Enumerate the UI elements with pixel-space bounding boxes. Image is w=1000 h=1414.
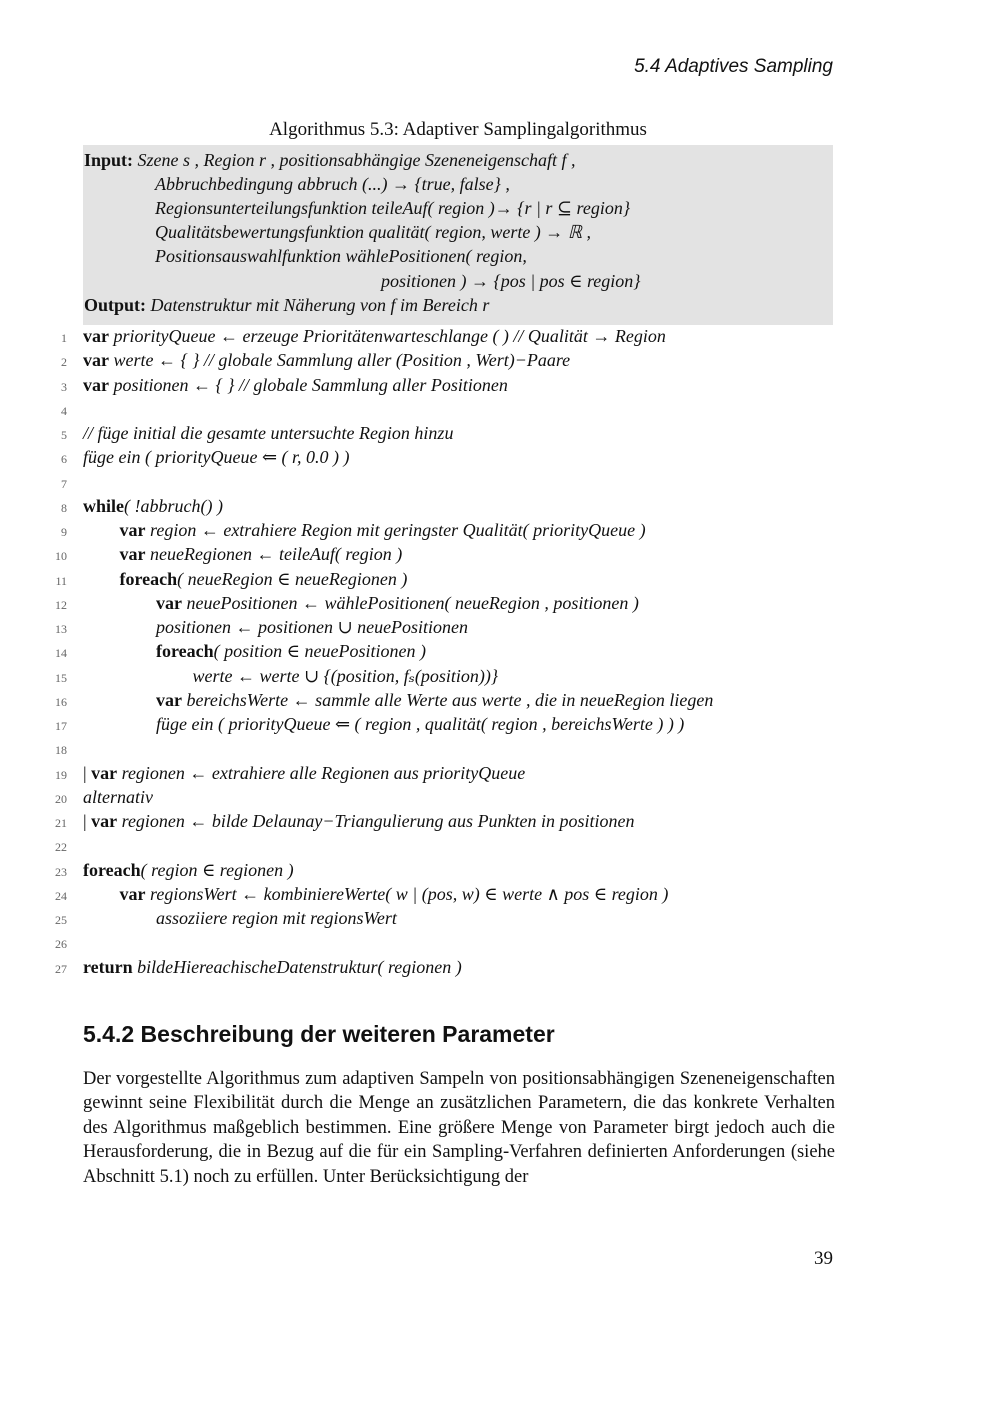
code-line xyxy=(0,641,1000,665)
code-line xyxy=(0,884,1000,908)
keyword: return xyxy=(83,956,133,977)
line-number: 12 xyxy=(55,597,67,612)
line-number: 2 xyxy=(61,355,67,370)
keyword: var xyxy=(119,883,146,904)
code-statement: // füge initial die gesamte untersuchte Region hinzu xyxy=(83,423,454,443)
code-statement: regionsWert ← kombiniereWerte( w | (pos, w) ∈ werte ∧ pos ∈ region ) xyxy=(145,883,669,904)
code-statement: bereichsWerte ← sammle alle Werte aus werte , die in neueRegion liegen xyxy=(182,689,714,710)
code-line xyxy=(0,399,1000,423)
line-number: 5 xyxy=(61,428,67,442)
code-text xyxy=(83,787,153,808)
code-statement: füge ein ( priorityQueue ⇐ ( r, 0.0 ) ) xyxy=(83,447,350,468)
code-text xyxy=(120,520,646,541)
code-line xyxy=(0,569,1000,593)
input-line-0: Input: Szene s , Region r , positionsabhängige Szeneneigenschaft f , xyxy=(84,150,576,170)
keyword: foreach xyxy=(83,859,141,880)
code-text xyxy=(156,593,639,614)
code-line xyxy=(0,835,1000,859)
code-line xyxy=(0,593,1000,617)
code-line xyxy=(0,860,1000,884)
line-number: 16 xyxy=(55,694,67,709)
keyword: foreach xyxy=(156,641,214,662)
input-line-4: Positionsauswahlfunktion wählePositionen( region, xyxy=(155,246,527,266)
code-line xyxy=(0,326,1000,350)
code-line xyxy=(0,690,1000,714)
code-text xyxy=(156,641,426,662)
output-text: Datenstruktur mit Näherung von f im Bereich r xyxy=(150,295,490,315)
code-text xyxy=(156,617,468,638)
code-statement: alternativ xyxy=(83,786,153,807)
running-header: 5.4 Adaptives Sampling xyxy=(634,56,833,77)
code-text xyxy=(83,447,350,468)
keyword: var xyxy=(83,350,109,371)
line-number: 14 xyxy=(55,646,67,661)
line-number: 21 xyxy=(55,816,67,830)
line-number: 7 xyxy=(61,476,67,491)
line-number: 10 xyxy=(55,549,67,564)
line-number: 25 xyxy=(55,913,67,927)
line-number: 15 xyxy=(55,670,67,685)
alt-marker: | xyxy=(83,762,92,783)
code-line xyxy=(0,375,1000,399)
line-number: 1 xyxy=(61,331,67,345)
code-statement: neueRegionen ← teileAuf( region ) xyxy=(145,544,403,565)
code-text xyxy=(83,350,570,371)
output-label: Output xyxy=(84,295,141,315)
page-number: 39 xyxy=(814,1248,833,1269)
keyword: foreach xyxy=(119,568,178,589)
keyword: var xyxy=(156,592,182,613)
line-number: 17 xyxy=(55,719,67,733)
keyword: var xyxy=(91,811,118,831)
code-statement: assoziiere region mit regionsWert xyxy=(156,908,397,928)
code-line xyxy=(0,908,1000,932)
code-line xyxy=(0,423,1000,447)
line-number: 24 xyxy=(55,888,67,903)
code-text xyxy=(83,423,453,444)
body-paragraph: Der vorgestellte Algorithmus zum adaptiven Sampeln von positionsabhängigen Szeneneigenschaften gewinnt seine Flexibilität durch die Menge an zusätzlichen Parametern, die das konkrete Verhalten des Algorithmus maßgeblich bestimmen. Eine größere Menge von Parameter birgt jedoch auch die Herausforderung, die in Bezug auf die für ein Sampling-Verfahren definierten Anforderungen (siehe Abschnitt 5.1) noch zu erfüllen. Unter Berücksichtigung der xyxy=(83,1069,835,1187)
code-text xyxy=(193,666,499,687)
line-number: 8 xyxy=(61,500,67,515)
code-line xyxy=(0,787,1000,811)
code-line xyxy=(0,544,1000,568)
code-statement: regionen ← bilde Delaunay−Triangulierung aus Punkten in positionen xyxy=(117,811,635,831)
code-text xyxy=(120,884,669,905)
code-statement: region ← extrahiere Region mit geringster Qualität( priorityQueue ) xyxy=(145,520,646,540)
line-number: 3 xyxy=(61,379,67,394)
input-line-3: Qualitätsbewertungsfunktion qualität( region, werte ) → ℝ , xyxy=(155,222,592,242)
code-statement: bildeHiereachischeDatenstruktur( regionen ) xyxy=(132,956,462,977)
code-statement: werte ← { } // globale Sammlung aller (Position , Wert)−Paare xyxy=(109,350,571,371)
input-line-5: positionen ) → {pos | pos ∈ region} xyxy=(381,271,641,291)
code-statement: priorityQueue ← erzeuge Prioritätenwarteschlange ( ) // Qualität → Region xyxy=(109,326,666,346)
code-text xyxy=(83,375,508,396)
code-text xyxy=(83,811,635,832)
code-text xyxy=(120,569,408,590)
code-line xyxy=(0,520,1000,544)
line-number: 26 xyxy=(55,937,67,952)
code-text xyxy=(83,763,525,784)
code-line xyxy=(0,714,1000,738)
line-number: 22 xyxy=(55,840,67,855)
code-line xyxy=(0,350,1000,374)
alt-marker: | xyxy=(83,811,92,831)
code-statement: regionen ← extrahiere alle Regionen aus priorityQueue xyxy=(117,762,526,783)
code-line xyxy=(0,932,1000,956)
output-line: Output: Datenstruktur mit Näherung von f im Bereich r xyxy=(84,295,490,315)
line-number: 6 xyxy=(61,452,67,467)
keyword: var xyxy=(83,374,109,395)
line-number: 13 xyxy=(55,622,67,636)
code-line xyxy=(0,957,1000,981)
code-statement: neuePositionen ← wählePositionen( neueRegion , positionen ) xyxy=(182,592,639,613)
code-statement: positionen ← positionen ∪ neuePositionen xyxy=(156,617,469,637)
code-line xyxy=(0,447,1000,471)
input-text-0: Szene s , Region r , positionsabhängige Szeneneigenschaft f , xyxy=(137,150,576,170)
keyword: var xyxy=(119,520,146,540)
code-text xyxy=(156,908,397,929)
code-text xyxy=(83,957,462,978)
line-number: 9 xyxy=(61,525,67,539)
line-number: 19 xyxy=(55,767,67,782)
code-line xyxy=(0,811,1000,835)
code-line xyxy=(0,472,1000,496)
code-text xyxy=(156,714,684,735)
line-number: 23 xyxy=(55,864,67,879)
line-number: 20 xyxy=(55,791,67,806)
code-line xyxy=(0,763,1000,787)
keyword: var xyxy=(91,762,118,783)
code-statement: füge ein ( priorityQueue ⇐ ( region , qualität( region , bereichsWerte ) ) ) xyxy=(156,714,685,734)
code-statement: ( position ∈ neuePositionen ) xyxy=(213,641,426,662)
line-number: 4 xyxy=(61,403,67,418)
code-line xyxy=(0,666,1000,690)
section-heading: 5.4.2 Beschreibung der weiteren Parameter xyxy=(83,1021,555,1047)
input-line-2: Regionsunterteilungsfunktion teileAuf( region )→ {r | r ⊆ region} xyxy=(155,198,631,218)
code-statement: positionen ← { } // globale Sammlung aller Positionen xyxy=(109,374,508,395)
code-statement: ( !abbruch() ) xyxy=(124,495,223,516)
code-text xyxy=(120,544,403,565)
line-number: 11 xyxy=(55,573,67,588)
code-line xyxy=(0,496,1000,520)
algorithm-caption: Algorithmus 5.3: Adaptiver Samplingalgorithmus xyxy=(269,119,647,140)
keyword: var xyxy=(156,689,182,710)
line-number: 27 xyxy=(55,961,67,976)
code-statement: ( neueRegion ∈ neueRegionen ) xyxy=(177,568,408,589)
code-text xyxy=(83,326,666,347)
code-text xyxy=(83,860,294,881)
keyword: while xyxy=(83,495,125,516)
line-number: 18 xyxy=(55,743,67,758)
code-statement: werte ← werte ∪ {(position, fₛ(position))} xyxy=(192,665,499,686)
code-text xyxy=(156,690,713,711)
input-label: Input xyxy=(84,150,128,170)
keyword: var xyxy=(119,544,146,565)
code-line xyxy=(0,617,1000,641)
input-line-1: Abbruchbedingung abbruch (...) → {true, false} , xyxy=(155,174,510,194)
keyword: var xyxy=(83,326,109,346)
code-statement: ( region ∈ regionen ) xyxy=(140,859,294,880)
code-line xyxy=(0,738,1000,762)
code-text xyxy=(83,496,223,517)
